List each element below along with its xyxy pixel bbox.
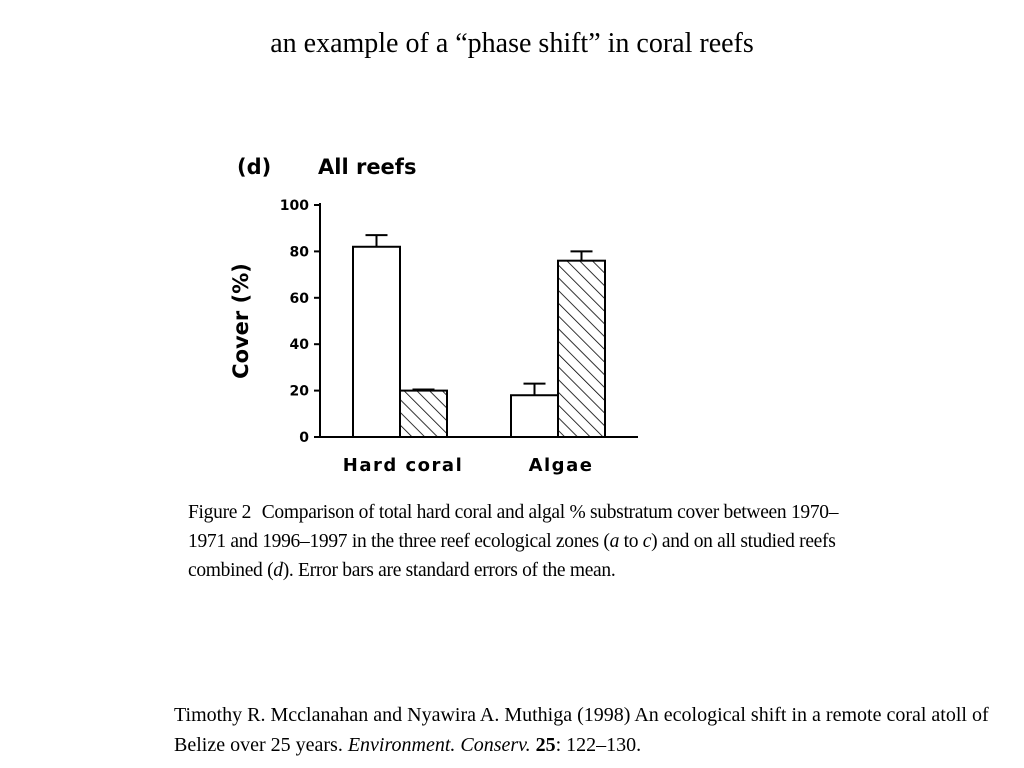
y-tick-label: 0 (299, 430, 309, 446)
bar-hatched-1 (558, 261, 605, 437)
slide-title: an example of a “phase shift” in coral reefs (270, 28, 754, 59)
y-tick-label: 60 (289, 290, 309, 307)
bar-open-0 (353, 247, 400, 437)
caption-c: c (642, 531, 652, 552)
citation-pages: : 122–130. (555, 734, 642, 756)
chart-title: All reefs (318, 155, 417, 179)
citation-journal: Environment. Conserv. (347, 734, 531, 756)
y-tick-label: 40 (289, 337, 309, 354)
caption-text-2: ) and on all studied reefs combined ( (188, 531, 836, 581)
citation (174, 700, 1014, 760)
y-tick-label: 80 (289, 244, 309, 261)
bar-open-1 (511, 395, 558, 437)
caption-text-3: ). Error bars are standard errors of the mean. (282, 560, 616, 581)
citation-volume: 25 (535, 734, 556, 756)
caption-a: a (609, 531, 620, 552)
caption-text-1: Comparison of total hard coral and algal % substratum cover between 1970–1971 and 1996–1997 in the three reef ecological zones ( (188, 502, 839, 552)
y-tick-label: 100 (279, 198, 309, 214)
figure-caption (188, 498, 848, 585)
bar-hatched-0 (400, 391, 447, 437)
y-axis-label: Cover (%) (229, 263, 253, 379)
caption-to: to (619, 531, 643, 552)
citation-text: Timothy R. Mcclanahan and Nyawira A. Muthiga (1998) An ecological shift in a remote coral atoll of Belize over 25 years. (174, 704, 989, 756)
panel-label: (d) (237, 155, 272, 179)
y-tick-label: 20 (289, 383, 309, 400)
x-category-label: Algae (528, 455, 594, 476)
figure-label: Figure 2 (188, 502, 252, 523)
caption-d: d (273, 560, 283, 581)
x-category-label: Hard coral (342, 455, 464, 476)
